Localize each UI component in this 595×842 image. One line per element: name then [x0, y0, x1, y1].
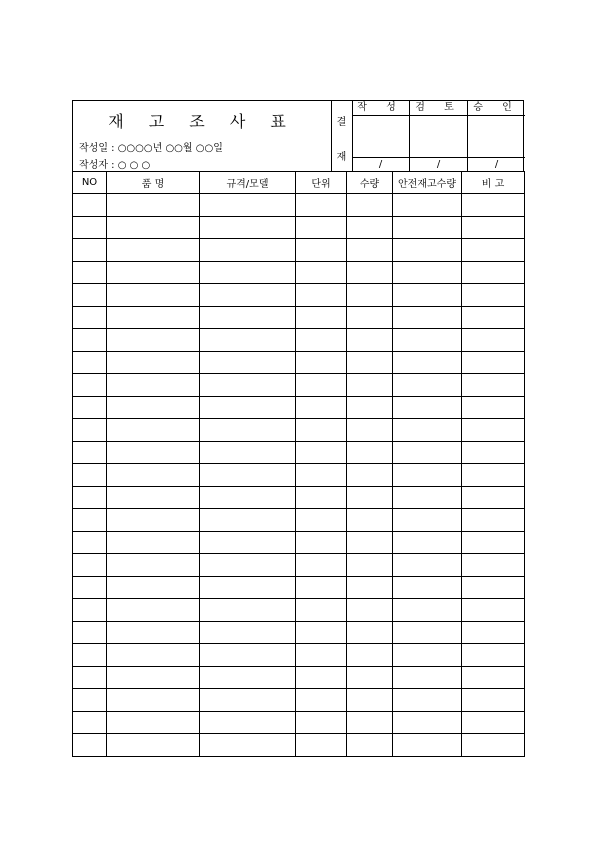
table-cell[interactable]	[73, 329, 107, 352]
table-cell[interactable]	[107, 441, 200, 464]
table-cell[interactable]	[296, 486, 347, 509]
table-cell[interactable]	[296, 351, 347, 374]
table-cell[interactable]	[296, 644, 347, 667]
table-cell[interactable]	[107, 329, 200, 352]
table-cell[interactable]	[347, 734, 393, 757]
table-row	[73, 554, 525, 577]
table-cell[interactable]	[462, 621, 525, 644]
table-cell[interactable]	[200, 576, 296, 599]
table-cell[interactable]	[347, 689, 393, 712]
table-cell[interactable]	[73, 374, 107, 397]
approval-approver	[468, 101, 525, 171]
table-cell[interactable]	[347, 329, 393, 352]
table-cell[interactable]	[462, 576, 525, 599]
table-cell[interactable]	[462, 531, 525, 554]
table-cell[interactable]	[200, 216, 296, 239]
table-cell[interactable]	[73, 576, 107, 599]
approval-reviewer-label: 검 토	[410, 101, 467, 116]
table-cell[interactable]	[296, 329, 347, 352]
table-cell[interactable]	[107, 554, 200, 577]
table-cell[interactable]	[200, 734, 296, 757]
table-cell[interactable]	[73, 509, 107, 532]
table-cell[interactable]	[347, 599, 393, 622]
table-cell[interactable]	[73, 486, 107, 509]
table-cell[interactable]	[393, 734, 462, 757]
table-row	[73, 734, 525, 757]
table-cell[interactable]	[107, 194, 200, 217]
table-cell[interactable]	[393, 374, 462, 397]
table-row	[73, 644, 525, 667]
table-cell[interactable]	[347, 711, 393, 734]
table-cell[interactable]	[393, 329, 462, 352]
table-cell[interactable]	[73, 284, 107, 307]
table-cell[interactable]	[296, 734, 347, 757]
table-cell[interactable]	[107, 396, 200, 419]
table-cell[interactable]	[107, 239, 200, 262]
table-body	[73, 194, 525, 757]
table-cell[interactable]	[73, 441, 107, 464]
table-cell[interactable]	[73, 666, 107, 689]
table-cell[interactable]	[200, 666, 296, 689]
table-cell[interactable]	[107, 576, 200, 599]
table-cell[interactable]	[347, 464, 393, 487]
table-cell[interactable]	[296, 689, 347, 712]
table-cell[interactable]	[462, 441, 525, 464]
column-header-item-name: 품 명	[107, 172, 200, 194]
approval-approver-label: 승 인	[468, 101, 525, 116]
table-cell[interactable]	[462, 464, 525, 487]
table-cell[interactable]	[347, 576, 393, 599]
table-cell[interactable]	[73, 194, 107, 217]
table-cell[interactable]	[107, 216, 200, 239]
table-cell[interactable]	[462, 711, 525, 734]
table-cell[interactable]	[73, 261, 107, 284]
table-cell[interactable]	[462, 261, 525, 284]
table-cell[interactable]	[200, 374, 296, 397]
table-row	[73, 689, 525, 712]
table-cell[interactable]	[347, 374, 393, 397]
table-cell[interactable]	[462, 329, 525, 352]
table-cell[interactable]	[347, 644, 393, 667]
table-cell[interactable]	[393, 621, 462, 644]
table-cell[interactable]	[200, 396, 296, 419]
table-cell[interactable]	[73, 419, 107, 442]
table-cell[interactable]	[296, 441, 347, 464]
table-cell[interactable]	[462, 666, 525, 689]
table-cell[interactable]	[393, 239, 462, 262]
table-cell[interactable]	[462, 239, 525, 262]
table-cell[interactable]	[462, 644, 525, 667]
table-cell[interactable]	[393, 194, 462, 217]
column-header-remarks: 비 고	[462, 172, 525, 194]
table-cell[interactable]	[296, 576, 347, 599]
table-cell[interactable]	[73, 711, 107, 734]
table-row	[73, 464, 525, 487]
table-cell[interactable]	[393, 576, 462, 599]
table-cell[interactable]	[347, 306, 393, 329]
column-header-no: NO	[73, 172, 107, 194]
table-cell[interactable]	[200, 554, 296, 577]
table-cell[interactable]	[200, 486, 296, 509]
table-cell[interactable]	[393, 351, 462, 374]
table-row	[73, 396, 525, 419]
table-cell[interactable]	[73, 689, 107, 712]
table-cell[interactable]	[462, 689, 525, 712]
table-cell[interactable]	[462, 284, 525, 307]
table-cell[interactable]	[200, 284, 296, 307]
table-row	[73, 329, 525, 352]
table-cell[interactable]	[347, 419, 393, 442]
table-cell[interactable]	[296, 509, 347, 532]
table-cell[interactable]	[347, 351, 393, 374]
approval-reviewer	[410, 101, 468, 171]
table-cell[interactable]	[347, 194, 393, 217]
table-row	[73, 441, 525, 464]
table-cell[interactable]	[462, 734, 525, 757]
approval-side-label	[331, 101, 353, 171]
table-row	[73, 666, 525, 689]
table-cell[interactable]	[296, 194, 347, 217]
table-cell[interactable]	[107, 306, 200, 329]
table-cell[interactable]	[347, 216, 393, 239]
table-cell[interactable]	[200, 441, 296, 464]
table-cell[interactable]	[107, 486, 200, 509]
approval-side-char-2: 재	[336, 152, 347, 163]
approval-writer-label: 작 성	[352, 101, 409, 116]
table-cell[interactable]	[200, 599, 296, 622]
approval-box	[352, 101, 525, 171]
table-cell[interactable]	[462, 396, 525, 419]
table-cell[interactable]	[462, 216, 525, 239]
table-row	[73, 621, 525, 644]
table-cell[interactable]	[462, 306, 525, 329]
table-cell[interactable]	[393, 419, 462, 442]
table-cell[interactable]	[73, 531, 107, 554]
approval-writer-date[interactable]: /	[352, 157, 409, 171]
inventory-table	[72, 171, 525, 757]
table-cell[interactable]	[393, 261, 462, 284]
table-cell[interactable]	[200, 621, 296, 644]
table-row	[73, 576, 525, 599]
approval-reviewer-signature[interactable]	[410, 116, 467, 157]
table-cell[interactable]	[200, 306, 296, 329]
table-cell[interactable]	[393, 509, 462, 532]
approval-side-char-1: 결	[336, 117, 347, 128]
table-cell[interactable]	[296, 261, 347, 284]
author-field: 작성자 : ○ ○ ○	[79, 160, 151, 171]
table-row	[73, 711, 525, 734]
table-cell[interactable]	[393, 554, 462, 577]
table-cell[interactable]	[296, 419, 347, 442]
inventory-form	[72, 100, 524, 757]
table-cell[interactable]	[73, 734, 107, 757]
table-cell[interactable]	[393, 644, 462, 667]
table-cell[interactable]	[73, 599, 107, 622]
table-cell[interactable]	[462, 419, 525, 442]
table-cell[interactable]	[200, 531, 296, 554]
table-cell[interactable]	[347, 621, 393, 644]
approval-reviewer-date[interactable]: /	[410, 157, 467, 171]
table-cell[interactable]	[200, 711, 296, 734]
table-cell[interactable]	[347, 239, 393, 262]
table-cell[interactable]	[107, 419, 200, 442]
table-row	[73, 284, 525, 307]
table-cell[interactable]	[462, 486, 525, 509]
table-row	[73, 351, 525, 374]
table-cell[interactable]	[107, 734, 200, 757]
table-cell[interactable]	[296, 239, 347, 262]
table-cell[interactable]	[296, 711, 347, 734]
table-cell[interactable]	[107, 261, 200, 284]
form-header	[72, 100, 524, 172]
table-row	[73, 239, 525, 262]
table-cell[interactable]	[107, 374, 200, 397]
table-cell[interactable]	[393, 396, 462, 419]
table-cell[interactable]	[73, 351, 107, 374]
table-row	[73, 194, 525, 217]
table-row	[73, 419, 525, 442]
table-cell[interactable]	[296, 464, 347, 487]
table-row	[73, 509, 525, 532]
table-cell[interactable]	[296, 599, 347, 622]
table-cell[interactable]	[393, 599, 462, 622]
table-cell[interactable]	[393, 531, 462, 554]
date-field: 작성일 : ○○○○년 ○○월 ○○일	[79, 143, 223, 154]
approval-writer	[352, 101, 410, 171]
table-cell[interactable]	[296, 306, 347, 329]
table-cell[interactable]	[107, 666, 200, 689]
table-cell[interactable]	[107, 711, 200, 734]
table-cell[interactable]	[347, 666, 393, 689]
table-cell[interactable]	[393, 216, 462, 239]
table-cell[interactable]	[107, 689, 200, 712]
table-cell[interactable]	[347, 509, 393, 532]
table-cell[interactable]	[347, 441, 393, 464]
table-row	[73, 531, 525, 554]
table-cell[interactable]	[462, 554, 525, 577]
table-row	[73, 374, 525, 397]
table-cell[interactable]	[73, 644, 107, 667]
table-cell[interactable]	[462, 509, 525, 532]
table-cell[interactable]	[107, 284, 200, 307]
table-cell[interactable]	[296, 621, 347, 644]
table-cell[interactable]	[107, 351, 200, 374]
table-cell[interactable]	[200, 419, 296, 442]
table-cell[interactable]	[462, 374, 525, 397]
table-cell[interactable]	[393, 464, 462, 487]
table-cell[interactable]	[200, 464, 296, 487]
table-row	[73, 486, 525, 509]
table-cell[interactable]	[73, 464, 107, 487]
table-header-row	[73, 172, 525, 194]
table-cell[interactable]	[296, 531, 347, 554]
table-cell[interactable]	[393, 711, 462, 734]
table-cell[interactable]	[200, 689, 296, 712]
column-header-safety-stock: 안전재고수량	[393, 172, 462, 194]
table-cell[interactable]	[73, 621, 107, 644]
table-cell[interactable]	[200, 329, 296, 352]
table-cell[interactable]	[393, 689, 462, 712]
table-cell[interactable]	[393, 486, 462, 509]
table-cell[interactable]	[347, 284, 393, 307]
column-header-spec-model: 규격/모델	[200, 172, 296, 194]
title-area	[73, 101, 332, 171]
table-cell[interactable]	[462, 351, 525, 374]
table-cell[interactable]	[347, 261, 393, 284]
table-cell[interactable]	[200, 239, 296, 262]
table-row	[73, 261, 525, 284]
table-cell[interactable]	[347, 486, 393, 509]
table-cell[interactable]	[462, 194, 525, 217]
table-cell[interactable]	[107, 599, 200, 622]
table-row	[73, 599, 525, 622]
table-cell[interactable]	[107, 644, 200, 667]
table-cell[interactable]	[296, 284, 347, 307]
table-cell[interactable]	[73, 216, 107, 239]
document-title: 재 고 조 사 표	[108, 112, 296, 131]
table-row	[73, 216, 525, 239]
table-cell[interactable]	[347, 531, 393, 554]
table-cell[interactable]	[107, 621, 200, 644]
table-cell[interactable]	[296, 374, 347, 397]
table-cell[interactable]	[393, 284, 462, 307]
table-cell[interactable]	[296, 554, 347, 577]
table-cell[interactable]	[200, 351, 296, 374]
approval-approver-date[interactable]: /	[468, 157, 525, 171]
table-cell[interactable]	[296, 216, 347, 239]
table-cell[interactable]	[347, 554, 393, 577]
table-cell[interactable]	[200, 261, 296, 284]
table-cell[interactable]	[73, 396, 107, 419]
table-cell[interactable]	[200, 644, 296, 667]
table-cell[interactable]	[73, 239, 107, 262]
table-cell[interactable]	[73, 306, 107, 329]
table-cell[interactable]	[393, 666, 462, 689]
table-cell[interactable]	[393, 306, 462, 329]
table-cell[interactable]	[200, 509, 296, 532]
table-cell[interactable]	[107, 464, 200, 487]
approval-writer-signature[interactable]	[352, 116, 409, 157]
table-cell[interactable]	[107, 531, 200, 554]
table-cell[interactable]	[462, 599, 525, 622]
column-header-unit: 단위	[296, 172, 347, 194]
column-header-quantity: 수량	[347, 172, 393, 194]
table-cell[interactable]	[73, 554, 107, 577]
table-cell[interactable]	[200, 194, 296, 217]
table-cell[interactable]	[296, 666, 347, 689]
table-cell[interactable]	[347, 396, 393, 419]
approval-approver-signature[interactable]	[468, 116, 525, 157]
table-cell[interactable]	[393, 441, 462, 464]
table-cell[interactable]	[107, 509, 200, 532]
table-row	[73, 306, 525, 329]
table-cell[interactable]	[296, 396, 347, 419]
